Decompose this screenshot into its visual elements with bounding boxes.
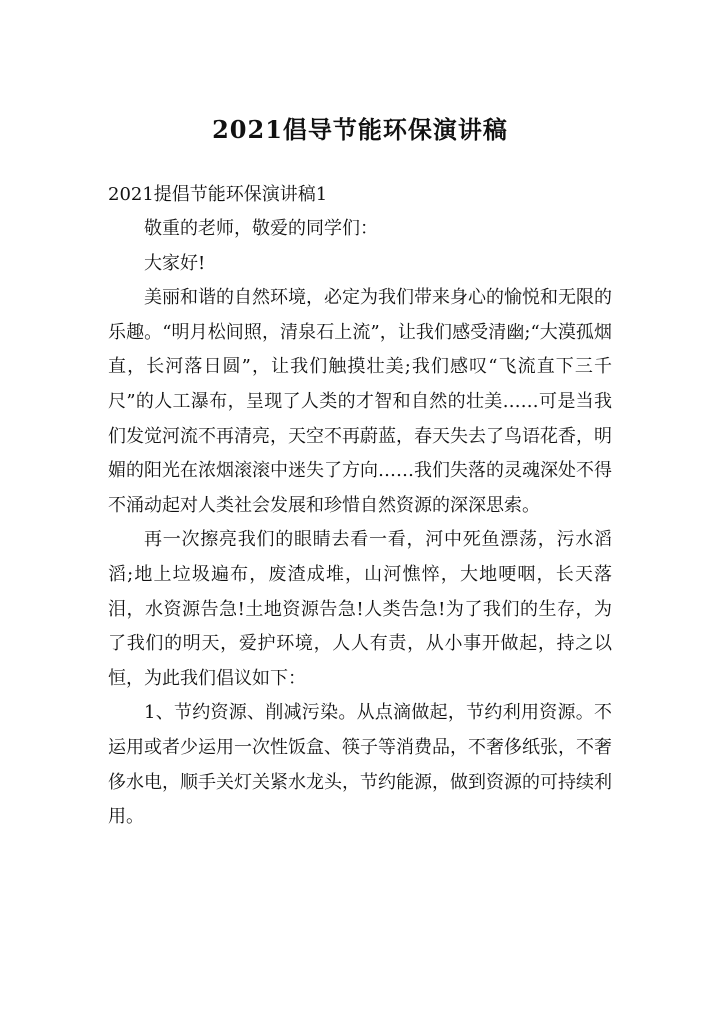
document-body: [108, 212, 612, 835]
body-paragraph: 1、节约资源、削减污染。从点滴做起，节约利用资源。不运用或者少运用一次性饭盒、筷子等消费品，不奢侈纸张，不奢侈水电，顺手关灯关紧水龙头，节约能源，做到资源的可持续利用。: [108, 702, 612, 828]
salutation-paragraph: 敬重的老师，敬爱的同学们：: [144, 218, 378, 239]
body-paragraph: 再一次擦亮我们的眼睛去看一看，河中死鱼漂荡，污水滔滔;地上垃圾遍布，废渣成堆，山河憔悴，大地哽咽，长天落泪，水资源告急!土地资源告急!人类告急!为了我们的生存，为了我们的明天，爱护环境，人人有责，从小事开做起，持之以恒，为此我们倡议如下：: [108, 529, 612, 689]
document-title: 2021倡导节能环保演讲稿: [212, 115, 508, 144]
document-subtitle: 2021提倡节能环保演讲稿1: [108, 184, 328, 205]
body-paragraph: 美丽和谐的自然环境，必定为我们带来身心的愉悦和无限的乐趣。“明月松间照，清泉石上流”，让我们感受清幽;“大漠孤烟直，长河落日圆”，让我们触摸壮美;我们感叹“飞流直下三千尺”的人工瀑布，呈现了人类的才智和自然的壮美……可是当我们发觉河流不再清亮，天空不再蔚蓝，春天失去了鸟语花香，明媚的阳光在浓烟滚滚中迷失了方向……我们失落的灵魂深处不得不涌动起对人类社会发展和珍惜自然资源的深深思索。: [108, 287, 612, 516]
greeting-paragraph: 大家好!: [144, 252, 206, 274]
